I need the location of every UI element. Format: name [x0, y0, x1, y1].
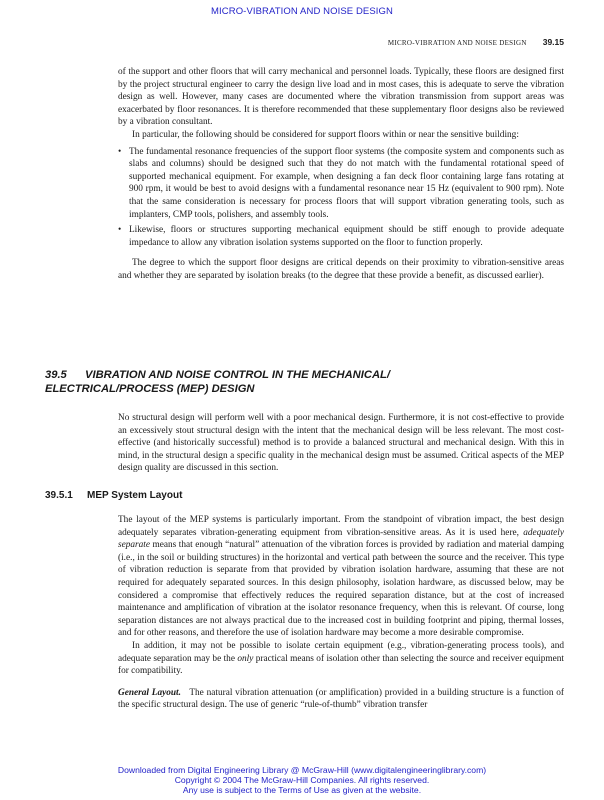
subsection-body	[118, 514, 564, 712]
list-item-text: Likewise, floors or structures supporting mechanical equipment should be stiff enough to provide adequate impedance to allow any vibration isolation systems supported on the floor to function properly.	[129, 225, 564, 248]
paragraph-text: means that enough “natural” attenuation of the vibration forces is provided by radiation and material damping (i.e., in the soil or building structures) in the horizontal and vertical path between the source and the receiver. This type of vibration reduction is separate from that provided by vibration isolation hardware, assuming that these are not required for adequately separated sources. In this design philosophy, isolation hardware, as discussed below, may be considered a compromise that effectively reduces the required separation distance, but at the cost of increased maintenance and amplification of vibration at the isolator resonance frequency, when this is relevant. Of course, long separation distances are not always practical due to the increased cost in building footprint and piping, thermal losses, and for other reasons, and therefore the use of isolation hardware may become a more desirable compromise.	[118, 540, 564, 639]
emphasis-text: adequately separate	[118, 527, 564, 551]
subsection-paragraph-1	[118, 514, 564, 640]
intro-paragraph-3: The degree to which the support floor designs are critical depends on their proximity to vibration-sensitive areas and whether they are separated by isolation breaks (to the degree that these provide a benefit, as discussed earlier).	[118, 258, 564, 281]
running-head-title: MICRO-VIBRATION AND NOISE DESIGN	[387, 39, 527, 47]
section-heading	[45, 368, 565, 396]
page-number: 39.15	[542, 37, 564, 47]
section-number: 39.5	[45, 369, 67, 381]
subsection-number: 39.5.1	[45, 490, 73, 501]
list-item-text: The fundamental resonance frequencies of the support floor systems (the composite system and components such as slabs and columns) should be designed such that they do not match with the fundamental rotational speed of supported mechanical equipment. For example, when designing a fan deck floor containing large fans rotating at 900 rpm, it would be best to avoid designs with a fundamental resonance near 15 Hz (equivalent to 900 rpm). Note that the same consideration is necessary for process floors that will support vibration generating tools, such as implanters, CMP tools, polishers, and assembly tools.	[129, 146, 564, 220]
list-item	[118, 146, 564, 222]
general-layout-paragraph	[118, 687, 564, 712]
footer-download-link[interactable]: Downloaded from Digital Engineering Library @ McGraw-Hill (www.digitalengineeringlibrary.com)	[117, 765, 487, 775]
subsection-title: MEP System Layout	[87, 490, 183, 501]
subsection-heading	[45, 490, 182, 501]
paragraph-text: The natural vibration attenuation (or amplification) provided in a building structure is a function of the specific structural design. The use of generic “rule-of-thumb” vibration transfer	[118, 687, 564, 711]
intro-block	[118, 66, 564, 283]
paragraph-text: practical means of isolation other than selecting the source and receiver equipment for compatibility.	[118, 653, 564, 677]
running-head	[388, 37, 564, 47]
subsection-paragraph-2	[118, 640, 564, 678]
footer-terms: Any use is subject to the Terms of Use as given at the website.	[182, 785, 422, 795]
requirements-list	[118, 146, 564, 250]
intro-paragraph-2: In particular, the following should be considered for support floors within or near the sensitive building:	[132, 129, 519, 140]
top-banner: MICRO-VIBRATION AND NOISE DESIGN	[211, 6, 393, 17]
run-in-heading: General Layout.	[118, 687, 181, 698]
paragraph-text: The layout of the MEP systems is particularly important. From the standpoint of vibration impact, the best design adequately separates vibration-generating equipment from vibration-sensitive areas. As it is used here,	[118, 515, 564, 538]
section-title-line-1: VIBRATION AND NOISE CONTROL IN THE MECHANICAL/	[85, 369, 390, 381]
footer-copyright: Copyright © 2004 The McGraw-Hill Companies. All rights reserved.	[174, 775, 430, 785]
list-item	[118, 224, 564, 249]
emphasis-text: only	[237, 653, 254, 664]
intro-paragraph-1: of the support and other floors that will carry mechanical and personnel loads. Typically, these floors are designed first by the project structural engineer to carry the design live load and in most cases, this is adequate to serve the vibration design as well. However, many cases are documented where the vibration transmission from support areas was exacerbated by floor resonances. It is therefore recommended that these supplementary floor designs also be reviewed by a vibration consultant.	[118, 67, 564, 128]
section-paragraph-1: No structural design will perform well with a poor mechanical design. Furthermore, it is not cost-effective to provide an excessively stout structural design with the intent that the mechanical design will be less relevant. The most cost-effective (and historically successful) method is to provide a balanced structural and mechanical design. With this in mind, in the structural design a specific quality in the mechanical design must be assumed. Critical aspects of the MEP design quality are discussed in this section.	[118, 413, 564, 474]
section-title-line-2: ELECTRICAL/PROCESS (MEP) DESIGN	[45, 383, 255, 395]
bullet-icon: •	[118, 225, 122, 236]
footer	[0, 765, 604, 795]
bullet-icon: •	[118, 146, 122, 157]
paragraph-text: In addition, it may not be possible to isolate certain equipment (e.g., vibration-generating process tools), and adequate separation may be the	[118, 640, 564, 664]
section-body	[118, 412, 564, 475]
